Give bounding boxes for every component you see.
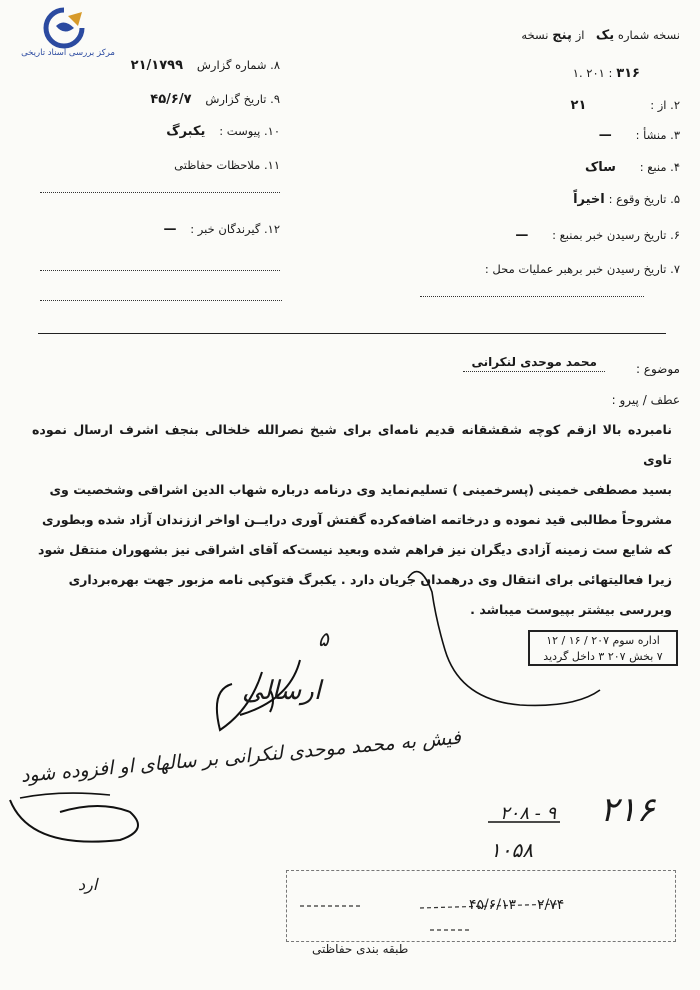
classification-stamp-date: ۴۵/۶/۱۳ [469,897,517,913]
field-label: ۲. از : [650,98,680,112]
field-label: ۱۱. ملاحظات حفاظتی [174,158,280,172]
body-line: بسید مصطفی خمینی (پسرخمینی ) تسلیم‌نماید وی درنامه درباره شهاب الدین اشراقی وشخصیت وی [49,482,672,497]
field-value: ۳۱۶ [616,66,640,81]
field-label: ۸. شماره گزارش [196,58,280,72]
field-label: ۳. منشأ : [635,128,680,142]
field-value: ساک [584,160,616,175]
field-label: ۷. تاریخ رسیدن خبر برهبر عملیات محل : [484,262,680,276]
field-label: ۱۰. پیوست : [219,124,280,138]
handwritten-initials: ارسالی [242,676,322,706]
handwritten-note-number: ۵ [318,627,329,651]
field-value: یکبرگ [166,124,206,139]
file-code: ۲۱۶ [600,790,655,830]
field-label: ۹. تاریخ گزارش [205,92,280,106]
subject-label: موضوع : [635,362,680,376]
copy-page-label: نسخه [521,28,549,42]
field-value: ۲۱/۱۷۹۹ [130,58,184,73]
stamp-line: اداره سوم ۲۰۷ / ۱۶ / ۱۲ [546,634,660,647]
logo-org-text: مرکز بررسی اسناد تاریخی [21,48,115,58]
classification-label: طبقه بندی حفاظتی [312,942,409,956]
field-label: ۶. تاریخ رسیدن خبر بمنبع : [552,228,680,242]
body-line: نامبرده بالا ازقم کوچه شقشقانه قدیم نامه‌ای برای شیخ نصرالله خلخالی بنجف اشرف ارسال نموده تاوی [32,422,672,467]
body-line: که شایع ست زمینه آزادی دیگران نیز فراهم شده وبعید نیست‌که آقای اشراقی نیز بشهوران منتقل شود [38,542,672,557]
body-line: وبررسی بیشتر بپیوست میباشد . [470,602,672,617]
field-value: — [515,228,529,243]
copy-of-value: پنج [552,28,572,43]
classification-box [286,870,676,942]
copy-of-label: از [575,28,585,42]
file-number-top: ۲۰۸ - ۹ [500,803,557,824]
field-value: — [163,222,177,237]
subject-value: محمد موحدی لنکرانی [463,355,605,372]
reference-label: عطف / پیرو : [611,393,680,407]
handwritten-margin-note: فیش به محمد موحدی لنکرانی بر سالهای او افزوده شود [20,726,462,787]
body-line: مشروحاً مطالبی قید نموده و درخاتمه اضافه‌کرده گفتش آوری درایــن اواخر اززندان آزاد شده وبطوری [42,512,672,527]
classification-stamp-numbers: ۲/۷۴ [537,897,565,913]
body-line: زیرا فعالیتهائی برای انتقال وی درهمدان جریان دارد . یکبرگ فتوکپی نامه مزبور جهت بهره‌برداری [68,572,672,587]
file-number-bottom: ۱۰۵۸ [490,838,533,862]
field-value: ۲۱ [570,98,587,113]
stamp-line: ۷ بخش ۲۰۷ ۳ داخل گردید [543,650,663,663]
field-label: ۵. تاریخ وقوع : [608,192,680,206]
field-value: اخیراً [573,192,605,207]
handwritten-signature: ارد [78,875,98,894]
field-value: ۴۵/۶/۷ [150,92,192,107]
field-label: ۴. منبع : [639,160,680,174]
field-label: ۱۲. گیرندگان خبر : [190,222,280,236]
field-label: ۱. ۲۰۱ : [572,66,613,80]
field-value: — [598,128,612,143]
copy-number-label: نسخه شماره [617,28,680,42]
copy-number-value: یک [595,28,615,43]
